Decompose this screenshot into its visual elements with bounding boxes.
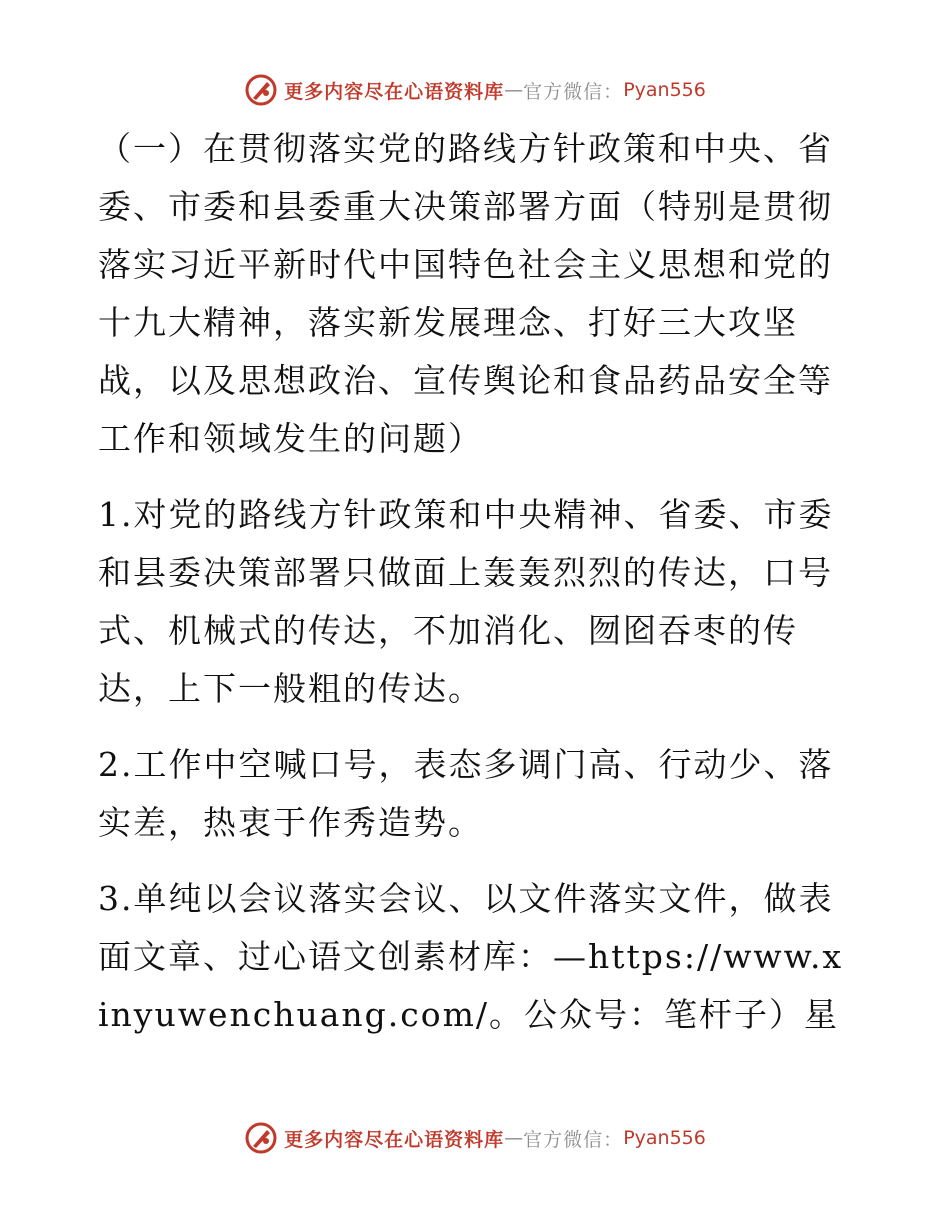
footer-watermark — [0, 1118, 950, 1158]
paragraph-item-2: 2.工作中空喊口号，表态多调门高、行动少、落实差，热衷于作秀造势。 — [98, 745, 834, 842]
watermark-wechat-id: Pyan556 — [623, 79, 706, 101]
quill-logo-icon — [244, 1121, 278, 1155]
document-body — [98, 120, 853, 1062]
paragraph-item-3: 3.单纯以会议落实会议、以文件落实文件，做表面文章、过心语文创素材库：—https://www.xinyuwenchuang.com/。公众号：笔杆子）星 — [98, 879, 844, 1034]
quill-logo-icon — [244, 73, 278, 107]
paragraph-item-1: 1.对党的路线方针政策和中央精神、省委、市委和县委决策部署只做面上轰轰烈烈的传达，口号式、机械式的传达，不加消化、囫囵吞枣的传达，上下一般粗的传达。 — [98, 495, 834, 708]
watermark-brand: 更多内容尽在心语资料库 — [284, 1128, 505, 1151]
watermark-brand: 更多内容尽在心语资料库 — [284, 80, 505, 103]
paragraph-section-heading: （一）在贯彻落实党的路线方针政策和中央、省委、市委和县委重大决策部署方面（特别是贯彻落实习近平新时代中国特色社会主义思想和党的十九大精神，落实新发展理念、打好三大攻坚战，以及思想政治、宣传舆论和食品药品安全等工作和领域发生的问题） — [98, 129, 833, 458]
header-watermark — [0, 70, 950, 110]
watermark-separator: — — [504, 79, 524, 101]
watermark-wechat-id: Pyan556 — [623, 1127, 706, 1149]
watermark-separator: — — [504, 1127, 524, 1149]
watermark-wechat-label: 官方微信： — [523, 80, 624, 103]
watermark-wechat-label: 官方微信： — [523, 1128, 624, 1151]
